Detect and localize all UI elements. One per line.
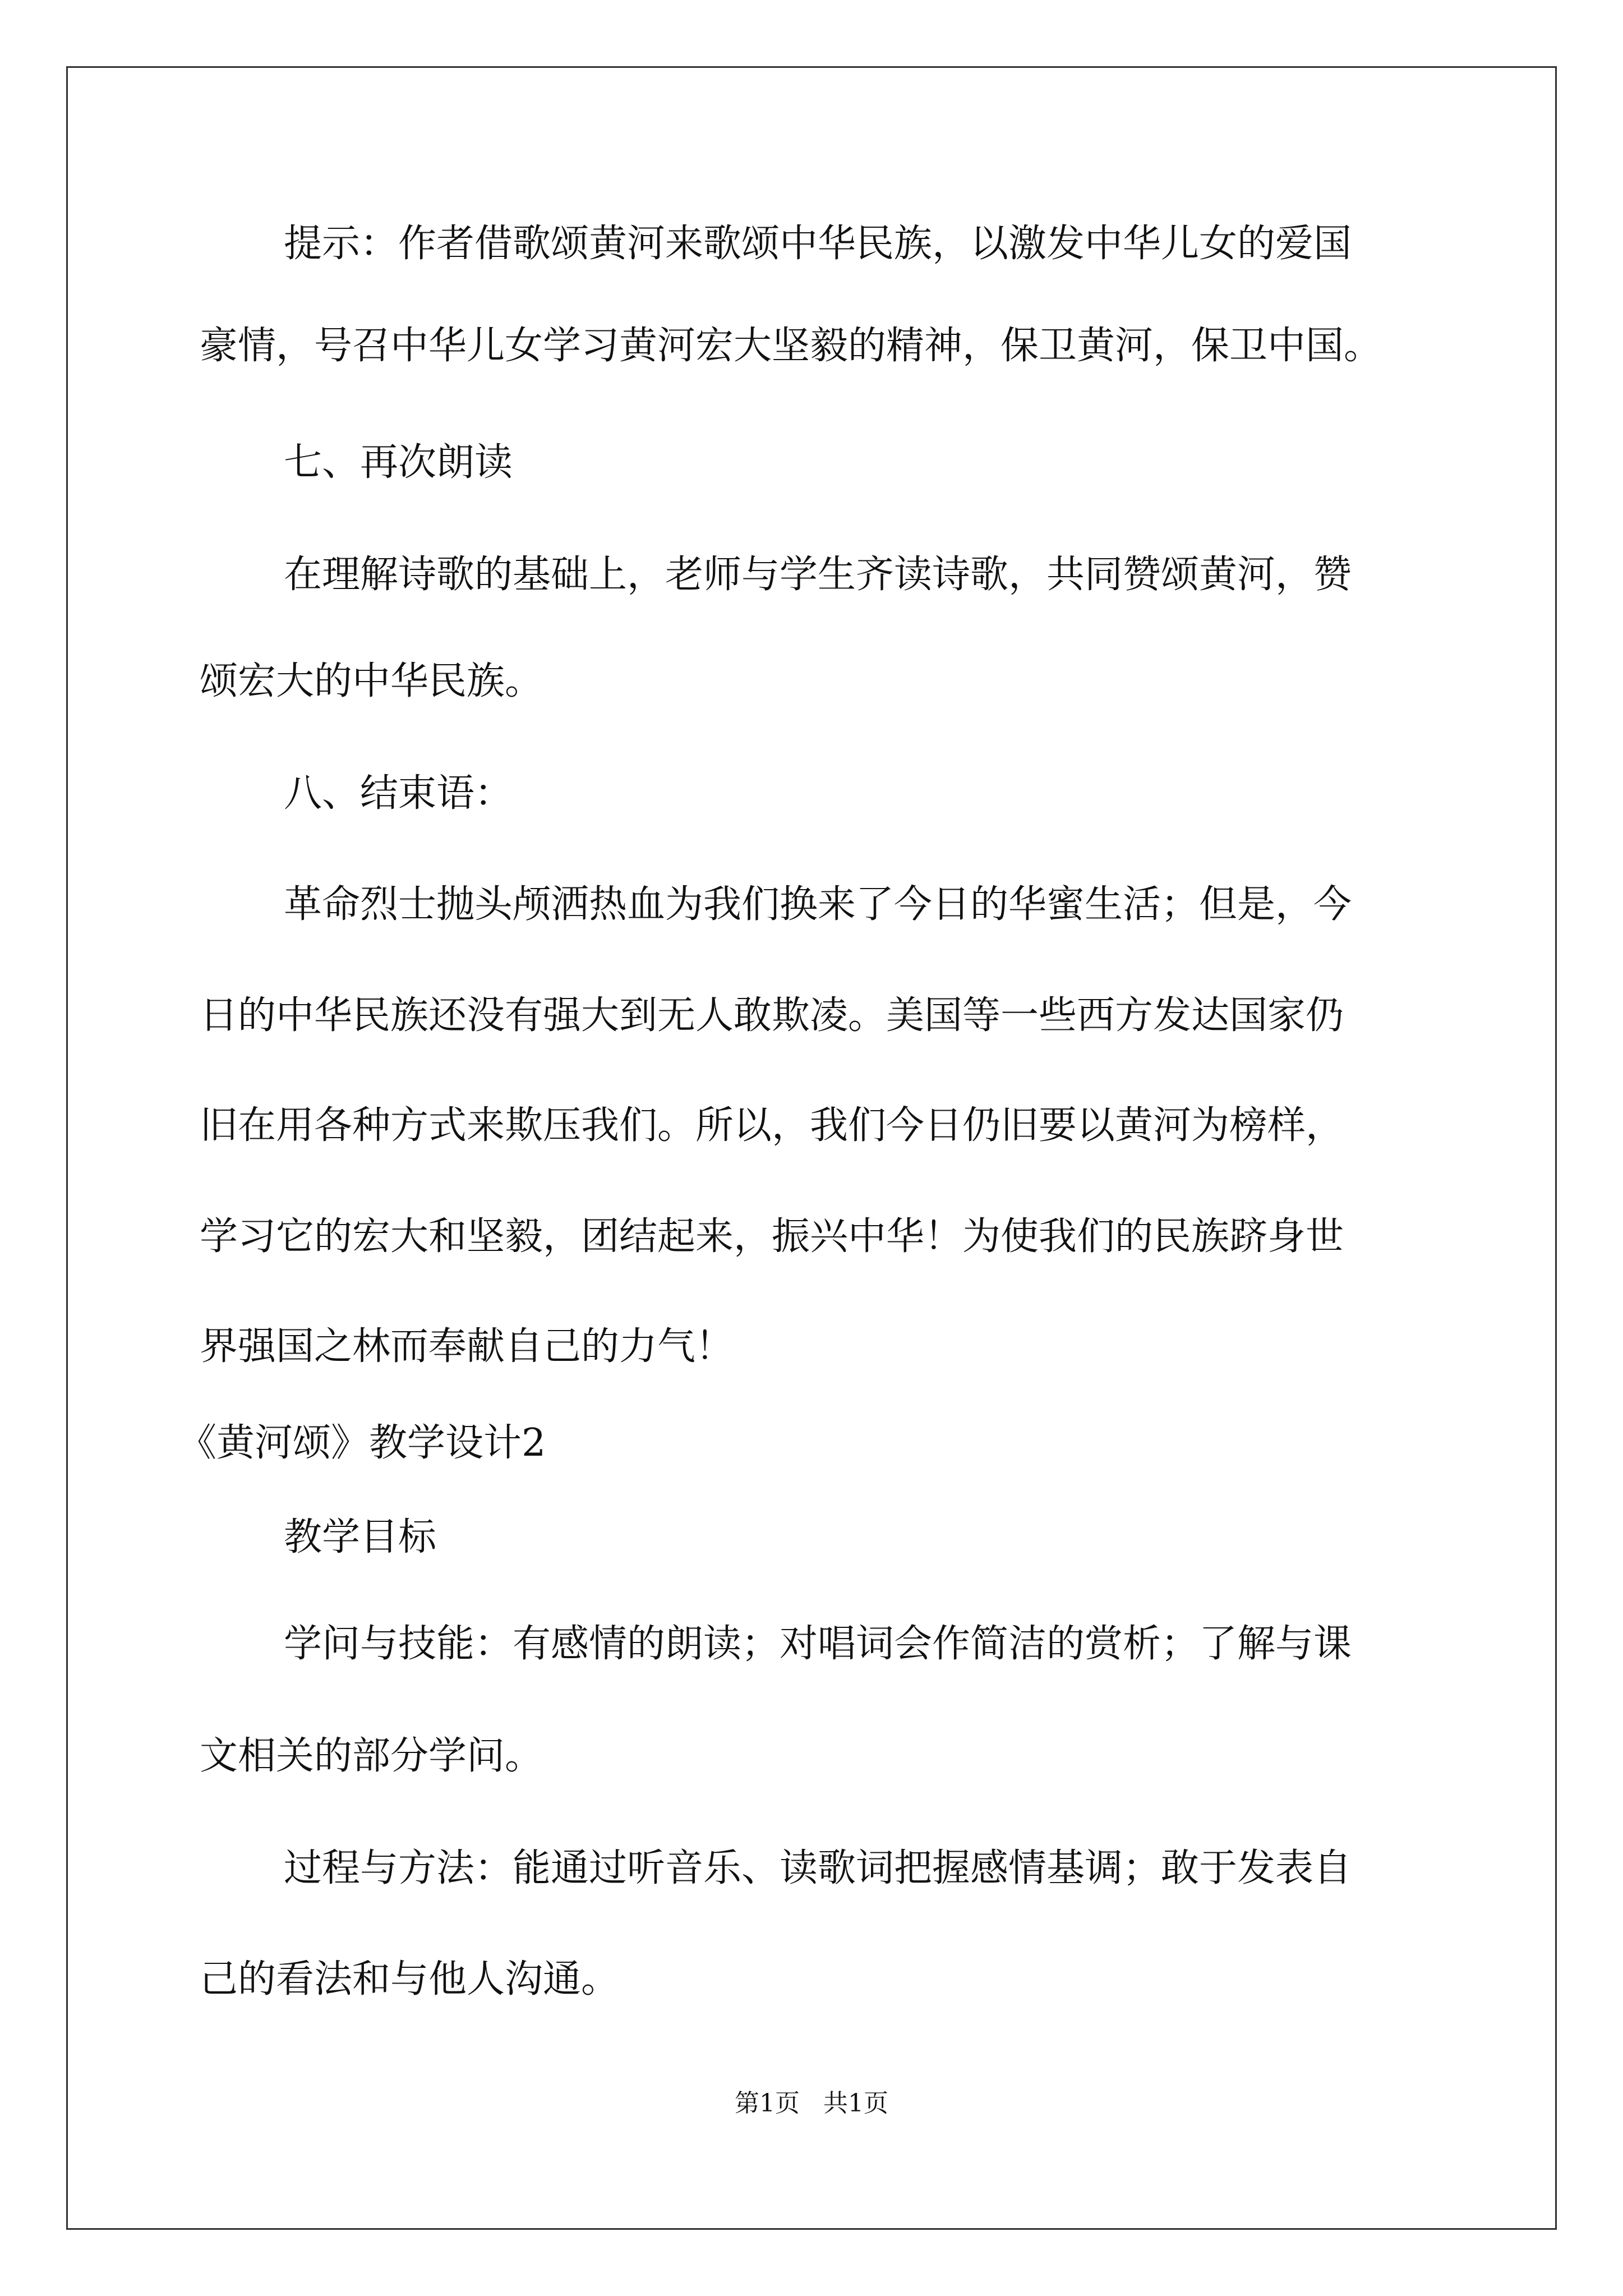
- paragraph-line: 提示：作者借歌颂黄河来歌颂中华民族，以激发中华儿女的爱国: [284, 222, 1352, 266]
- section-heading: 七、再次朗读: [284, 440, 513, 485]
- paragraph-line: 颂宏大的中华民族。: [200, 659, 543, 703]
- paragraph-line: 革命烈士抛头颅洒热血为我们换来了今日的华蜜生活；但是，今: [284, 882, 1352, 927]
- section-heading: 教学目标: [284, 1515, 437, 1559]
- document-title: 《黄河颂》教学设计2: [178, 1421, 546, 1465]
- paragraph-line: 学问与技能：有感情的朗读；对唱词会作简洁的赏析；了解与课: [284, 1622, 1352, 1666]
- paragraph-line: 日的中华民族还没有强大到无人敢欺凌。美国等一些西方发达国家仍: [200, 993, 1344, 1038]
- paragraph-line: 过程与方法：能通过听音乐、读歌词把握感情基调；敢于发表自: [284, 1846, 1352, 1890]
- paragraph-line: 豪情，号召中华儿女学习黄河宏大坚毅的精神，保卫黄河，保卫中国。: [200, 324, 1382, 368]
- section-heading: 八、结束语：: [284, 771, 513, 816]
- paragraph-line: 己的看法和与他人沟通。: [200, 1957, 620, 2001]
- paragraph-line: 文相关的部分学问。: [200, 1734, 543, 1778]
- page-number: 第1页 共1页: [735, 2089, 888, 2118]
- paragraph-line: 旧在用各种方式来欺压我们。所以，我们今日仍旧要以黄河为榜样，: [200, 1103, 1344, 1148]
- paragraph-line: 学习它的宏大和坚毅，团结起来，振兴中华！为使我们的民族跻身世: [200, 1214, 1344, 1259]
- paragraph-line: 界强国之林而奉献自己的力气！: [200, 1324, 734, 1369]
- paragraph-line: 在理解诗歌的基础上，老师与学生齐读诗歌，共同赞颂黄河，赞: [284, 553, 1352, 597]
